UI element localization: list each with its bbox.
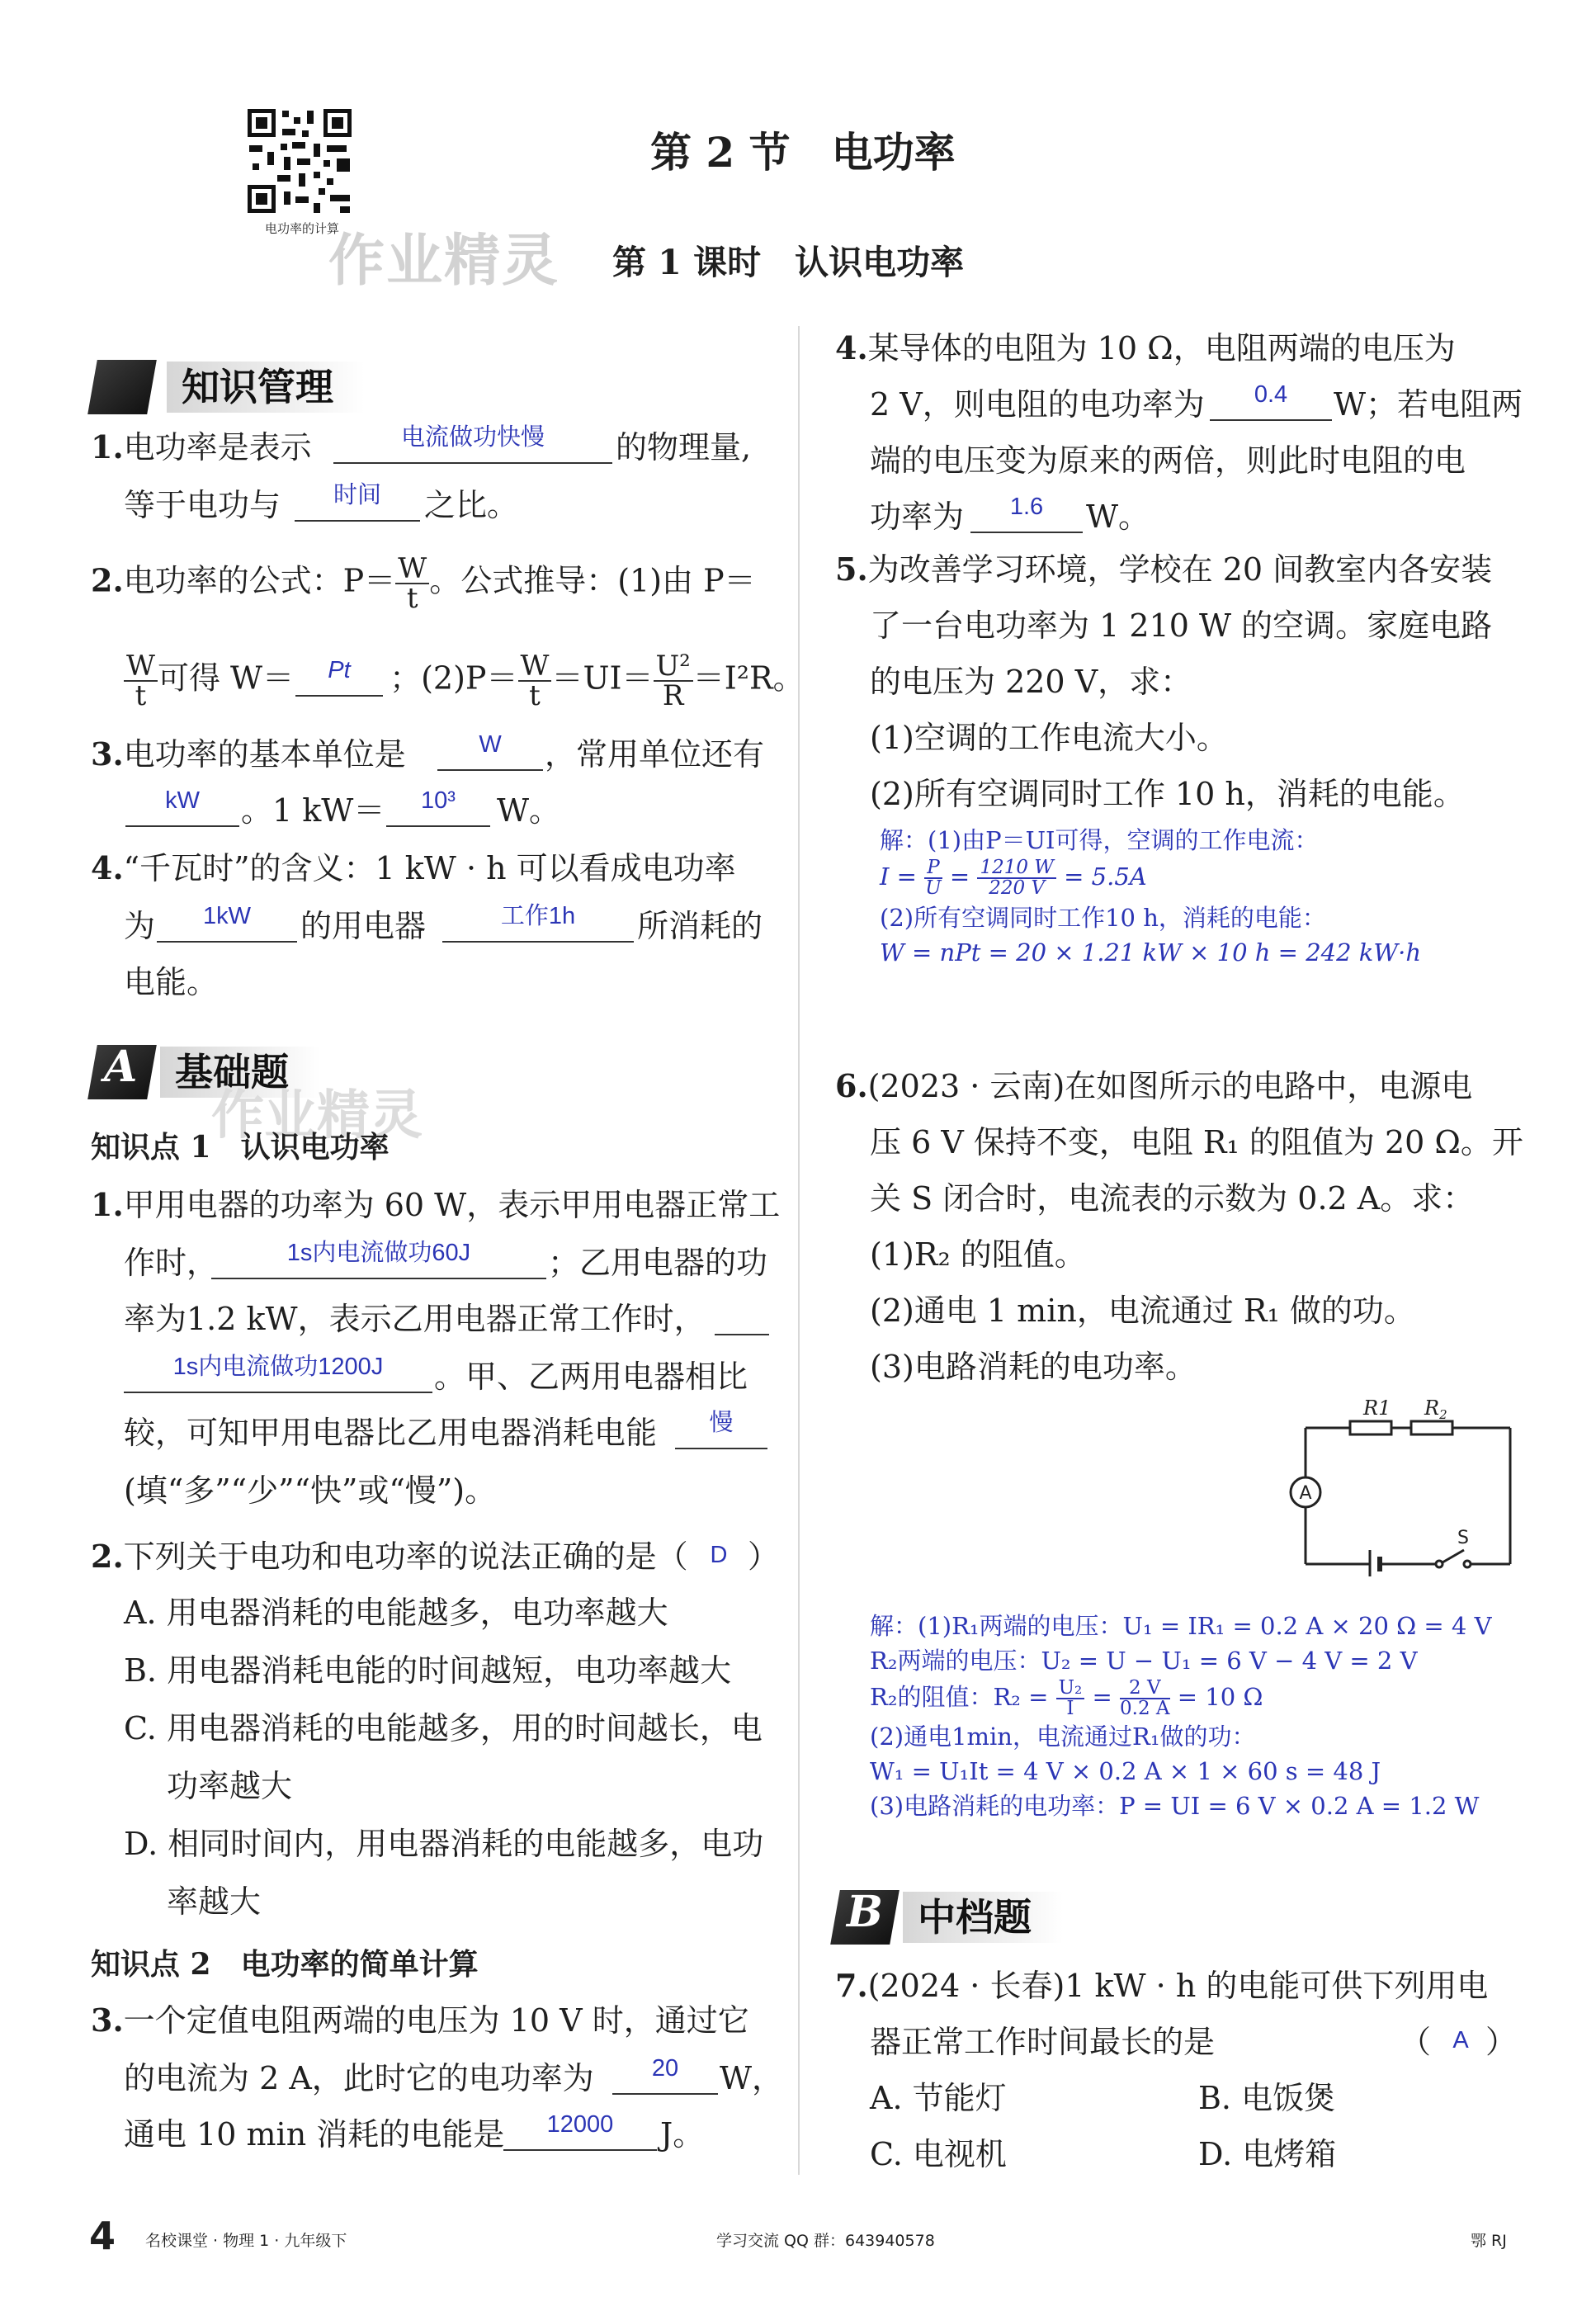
b-q3-line1 [91, 1996, 749, 2045]
b-q1-blank2 [124, 1392, 432, 1393]
b-q1-ans1: 1s内电流做功60J [286, 1240, 471, 1266]
b-q1-text-d: 率为1.2 kW，表示乙用电器正常工作时， [124, 1301, 706, 1337]
k-q2-ans: Pt [328, 657, 351, 683]
r-q7-option-a: A. 节能灯 [870, 2080, 1007, 2116]
r-q5-sol2-d1: U [925, 877, 942, 899]
k-q3-blank1 [437, 769, 543, 771]
k-q2-frac-c-num: W [124, 652, 158, 682]
k-q4-blank2 [442, 941, 634, 943]
r-q6-sol1: 解：(1)R₁两端的电压：U₁ = IR₁ = 0.2 A × 20 Ω = 4 V [870, 1612, 1492, 1640]
k-q2-blank [295, 695, 383, 697]
header-tab [87, 360, 157, 414]
k-q2-frac-e [654, 652, 693, 710]
basic-title: 基础题 [160, 1047, 320, 1098]
k-q3-ans1: W [479, 731, 502, 758]
k-q3-blank3 [386, 825, 490, 827]
r-q7-text-a: (2024 · 长春)1 kW · h 的电能可供下列用电 [867, 1968, 1489, 2004]
r-q6-part2: (2)通电 1 min，电流通过 R₁ 做的功。 [870, 1293, 1415, 1329]
footer-book: 名校课堂 · 物理 1 · 九年级下 [145, 2232, 347, 2250]
k-q3-ans2: kW [165, 787, 200, 814]
knowledge-title: 知识管理 [167, 362, 365, 413]
r-q4-text-f: W。 [1086, 499, 1150, 535]
mid-letter: B [847, 1887, 883, 1937]
k-q4-text-b: 为 [124, 908, 156, 944]
r-q4-text-c: W；若电阻两 [1334, 386, 1523, 423]
k-q4-line1 [91, 844, 736, 893]
b-q1-text-b: 作时， [124, 1245, 219, 1281]
column-divider [798, 326, 800, 2175]
k-q3-text-d: W。 [497, 792, 561, 829]
mid-title: 中档题 [903, 1892, 1063, 1943]
resistor-r1 [1350, 1421, 1391, 1434]
page-number: 4 [89, 2214, 116, 2258]
k-q3-text-a: 电功率的基本单位是 [123, 736, 406, 773]
b-q1-blank3 [675, 1448, 767, 1449]
r-q5-sol2-c: = 5.5A [1055, 862, 1147, 891]
k-q1-ans1: 电流做功快慢 [400, 424, 545, 451]
r-q5-part1: (1)空调的工作电流大小。 [870, 720, 1228, 756]
k-q4-blank1 [157, 941, 297, 943]
b-q2-line1 [91, 1532, 688, 1581]
r-q5-sol2-frac1 [924, 858, 942, 898]
r-q5-num: 5. [835, 551, 868, 588]
k-q2-text-b: 。公式推导：(1)由 P＝ [429, 562, 756, 599]
b-q3-ans2: 12000 [546, 2111, 614, 2138]
r-q6-part3: (3)电路消耗的电功率。 [870, 1349, 1197, 1385]
lesson-title: 第 1 课时 认识电功率 [612, 243, 965, 282]
r-q6-sol3-n2: 2 V [1120, 1679, 1170, 1699]
k-q1-blank1 [333, 462, 612, 464]
r-q6-text-a: (2023 · 云南)在如图所示的电路中，电源电 [867, 1068, 1473, 1104]
k-q3-blank2 [125, 825, 239, 827]
b-q1-line1 [91, 1180, 780, 1230]
r-q7-option-c: C. 电视机 [870, 2136, 1007, 2172]
k-q1-blank2 [295, 520, 420, 522]
k-q3-text-c: 。1 kW＝ [241, 792, 385, 829]
b-q2-ans: D [710, 1542, 728, 1568]
r-q6-sol3-frac1 [1056, 1679, 1085, 1718]
r-q7-ans: A [1452, 2027, 1469, 2053]
k-q2-frac-d-num: W [518, 652, 552, 682]
k-q4-num: 4. [91, 849, 124, 886]
r-q5-line1 [835, 545, 1492, 594]
circuit-r2-label [1424, 1397, 1447, 1422]
r-q5-text-c: 的电压为 220 V，求： [870, 664, 1192, 700]
b-q3-blank1 [612, 2093, 718, 2095]
r-q4-text-a: 某导体的电阻为 10 Ω，电阻两端的电压为 [867, 330, 1456, 366]
b-q2-close: ） [748, 1538, 780, 1575]
r-q6-sol3-n1: U₂ [1056, 1679, 1085, 1699]
r-q4-blank2 [970, 532, 1083, 533]
b-q2-option-a: A. 用电器消耗的电能越多，电功率越大 [124, 1595, 668, 1631]
b-q1-text-e: 。甲、乙两用电器相比 [434, 1359, 748, 1395]
circuit-r2-text: R [1424, 1397, 1440, 1420]
k-q4-text-d: 所消耗的 [637, 908, 763, 944]
circuit-r1-text: R1 [1363, 1397, 1391, 1420]
b-q1-ans2: 1s内电流做功1200J [172, 1354, 384, 1380]
r-q7-text-b: 器正常工作时间最长的是 [870, 2024, 1216, 2060]
r-q6-sol3-a: R₂的阻值：R₂ = [870, 1683, 1056, 1711]
b-q1-blank1 [211, 1278, 546, 1279]
circuit-switch-label: S [1457, 1528, 1469, 1548]
footer-edition: 鄂 RJ [1471, 2232, 1507, 2250]
r-q6-sol3-c: = 10 Ω [1169, 1683, 1263, 1711]
r-q7-close: ） [1485, 2024, 1518, 2060]
r-q6-sol2: R₂两端的电压：U₂ = U − U₁ = 6 V − 4 V = 2 V [870, 1647, 1418, 1675]
k-q3-text-b: ，常用单位还有 [545, 736, 765, 773]
r-q6-num: 6. [835, 1067, 868, 1104]
k-q2-text-a: 电功率的公式：P＝ [123, 562, 396, 599]
k-q2-line2 [124, 652, 805, 710]
r-q6-sol3 [870, 1679, 1263, 1718]
circuit-r2-sub: 2 [1439, 1407, 1447, 1422]
qr-code [244, 106, 355, 216]
b-q1-blank2a [715, 1334, 769, 1335]
r-q4-blank1 [1210, 419, 1332, 421]
k-q1-num: 1. [91, 428, 124, 466]
k-q2-text-c: 可得 W＝ [157, 659, 295, 697]
switch [1443, 1550, 1464, 1562]
kp2-title: 知识点 2 电功率的简单计算 [91, 1947, 479, 1982]
r-q6-text-c: 关 S 闭合时，电流表的示数为 0.2 A。求： [870, 1180, 1475, 1217]
r-q6-sol3-d1: I [1066, 1698, 1074, 1719]
k-q3-line1 [91, 730, 406, 779]
r-q6-text-b: 压 6 V 保持不变，电阻 R₁ 的阻值为 20 Ω。开 [870, 1124, 1523, 1160]
r-q7-num: 7. [835, 1967, 868, 2004]
r-q6-part1: (1)R₂ 的阻值。 [870, 1236, 1086, 1273]
r-q5-sol2-d2: 220 V [989, 877, 1046, 899]
b-q1-text-g: (填“多”“少”“快”或“慢”)。 [124, 1472, 497, 1509]
b-q3-text-c: W， [720, 2060, 784, 2096]
section-title: 第 2 节 电功率 [650, 128, 956, 177]
r-q5-sol1: 解：(1)由P＝UI可得，空调的工作电流： [880, 826, 1319, 854]
basic-letter: A [104, 1042, 138, 1092]
r-q6-sol5: W₁ = U₁It = 4 V × 0.2 A × 1 × 60 s = 48 J [870, 1757, 1381, 1785]
k-q2-frac-a [395, 552, 429, 615]
b-q2-option-c2: 功率越大 [167, 1768, 293, 1804]
k-q4-text-e: 电能。 [124, 964, 219, 1000]
r-q4-text-e: 功率为 [870, 499, 965, 535]
k-q1-line1 [91, 423, 312, 472]
r-q5-sol2-frac2 [977, 858, 1055, 898]
k-q2-frac-a-num: W [395, 555, 429, 584]
k-q2-frac-e-den: R [662, 679, 684, 712]
b-q3-num: 3. [91, 2001, 124, 2039]
k-q1-text-a: 电功率是表示 [123, 429, 312, 466]
k-q2-frac-d [518, 652, 552, 710]
resistor-r2 [1411, 1421, 1452, 1434]
b-q2-option-c1: C. 用电器消耗的电能越多，用的时间越长，电 [124, 1710, 763, 1746]
b-q3-text-d: 通电 10 min 消耗的电能是 [124, 2116, 505, 2153]
b-q3-text-a: 一个定值电阻两端的电压为 10 V 时，通过它 [123, 2002, 749, 2039]
r-q4-ans1: 0.4 [1254, 381, 1288, 408]
b-q3-text-e: J。 [660, 2116, 705, 2153]
r-q5-sol2-b: = [942, 862, 978, 891]
k-q1-text-b: 的物理量, [616, 429, 752, 466]
r-q5-sol2-n1: P [924, 858, 942, 879]
k-q1-ans2: 时间 [333, 482, 381, 508]
k-q2-frac-a-den: t [406, 582, 418, 615]
r-q6-sol6: (3)电路消耗的电功率：P = UI = 6 V × 0.2 A = 1.2 W [870, 1792, 1480, 1820]
circuit-diagram [1287, 1395, 1535, 1576]
r-q4-text-d: 端的电压变为原来的两倍，则此时电阻的电 [870, 442, 1466, 479]
qr-caption: 电功率的计算 [264, 221, 339, 236]
kp1-title: 知识点 1 认识电功率 [91, 1130, 390, 1165]
r-q7-line1 [835, 1961, 1488, 2011]
b-q3-text-b: 的电流为 2 A，此时它的电功率为 [124, 2060, 594, 2096]
k-q2-frac-c-den: t [135, 679, 147, 712]
r-q5-sol2 [880, 858, 1147, 898]
mid-header [835, 1885, 1116, 1946]
r-q5-text-a: 为改善学习环境，学校在 20 间教室内各安装 [867, 551, 1493, 588]
k-q2-text-e: ＝UI＝ [551, 659, 654, 697]
r-q5-sol3: (2)所有空调同时工作10 h，消耗的电能： [880, 904, 1326, 932]
b-q2-stem: 下列关于电功和电功率的说法正确的是（ [123, 1538, 688, 1575]
k-q4-text-c: 的用电器 [300, 908, 427, 944]
k-q2-frac-e-num: U² [654, 652, 693, 682]
b-q1-text-a: 甲用电器的功率为 60 W，表示甲用电器正常工 [123, 1187, 781, 1223]
k-q2-num: 2. [91, 561, 124, 599]
r-q6-sol3-d2: 0.2 A [1120, 1698, 1170, 1719]
b-q3-ans1: 20 [651, 2055, 679, 2082]
b-q2-option-d1: D. 相同时间内，用电器消耗的电能越多，电功 [124, 1826, 764, 1862]
r-q6-sol3-frac2 [1120, 1679, 1170, 1718]
k-q2-frac-d-den: t [529, 679, 541, 712]
b-q1-text-c: ；乙用电器的功 [548, 1245, 768, 1281]
k-q3-num: 3. [91, 735, 124, 773]
k-q2-text-d: ；(2)P＝ [390, 659, 518, 697]
k-q2-line1 [91, 552, 756, 615]
r-q4-ans2: 1.6 [1009, 494, 1044, 520]
b-q2-option-b: B. 用电器消耗电能的时间越短，电功率越大 [124, 1652, 732, 1689]
r-q5-text-b: 了一台电功率为 1 210 W 的空调。家庭电路 [870, 607, 1493, 644]
b-q1-text-f: 较，可知甲用电器比乙用电器消耗电能 [124, 1415, 658, 1451]
k-q3-ans3: 10³ [421, 787, 456, 814]
r-q7-option-d: D. 电烤箱 [1198, 2136, 1337, 2172]
watermark-2: 作业精灵 [211, 1085, 423, 1146]
r-q7-open: （ [1400, 2024, 1432, 2060]
circuit-r1-label [1362, 1397, 1391, 1420]
k-q1-text-d: 之比。 [424, 487, 519, 523]
r-q5-sol2-a: I = [880, 862, 925, 891]
b-q2-num: 2. [91, 1538, 124, 1575]
r-q5-part2: (2)所有空调同时工作 10 h，消耗的电能。 [870, 776, 1465, 812]
b-q3-blank2 [503, 2149, 657, 2151]
k-q4-ans2: 工作1h [500, 903, 576, 929]
r-q4-line1 [835, 324, 1456, 373]
k-q1-text-c: 等于电功与 [124, 487, 281, 523]
k-q2-frac-c [124, 652, 158, 710]
k-q4-ans1: 1kW [203, 903, 251, 929]
r-q4-num: 4. [835, 329, 868, 366]
k-q2-text-f: ＝I²R。 [692, 659, 805, 697]
b-q1-ans3: 慢 [709, 1410, 734, 1436]
r-q5-sol2-n2: 1210 W [977, 858, 1055, 879]
footer-qq: 学习交流 QQ 群：643940578 [716, 2232, 935, 2250]
r-q7-option-b: B. 电饭煲 [1198, 2080, 1336, 2116]
knowledge-header [92, 355, 373, 416]
r-q6-sol4: (2)通电1min，电流通过R₁做的功： [870, 1723, 1256, 1751]
r-q5-sol4: W = nPt = 20 × 1.21 kW × 10 h = 242 kW·h [880, 938, 1422, 966]
b-q1-num: 1. [91, 1186, 124, 1223]
b-q2-option-d2: 率越大 [167, 1883, 262, 1920]
r-q4-text-b: 2 V，则电阻的电功率为 [870, 386, 1205, 423]
k-q4-text-a: “千瓦时”的含义：1 kW · h 可以看成电功率 [123, 850, 736, 886]
circuit-ammeter-label: A [1299, 1483, 1312, 1504]
watermark: 作业精灵 [328, 229, 560, 294]
r-q6-line1 [835, 1061, 1472, 1111]
r-q6-sol3-b: = [1084, 1683, 1121, 1711]
